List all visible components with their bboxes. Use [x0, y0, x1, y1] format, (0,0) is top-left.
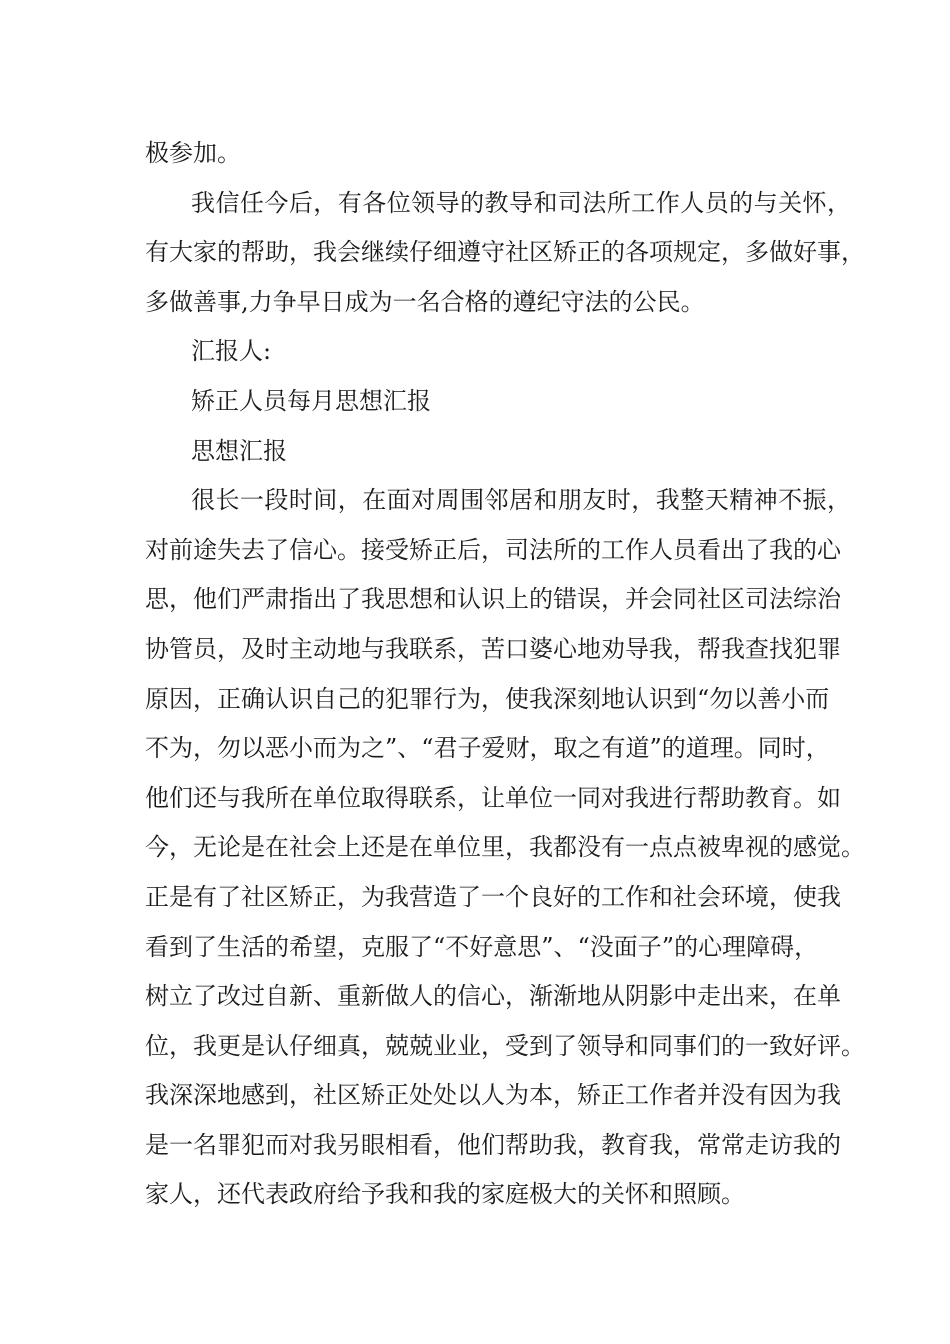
text-line: 看到了生活的希望，克服了“不好意思”、“没面子”的心理障碍， [145, 932, 819, 961]
reporter-label: 汇报人: [191, 337, 272, 366]
text-line: 原因，正确认识自己的犯罪行为，使我深刻地认识到“勿以善小而 [145, 684, 830, 713]
text-line: 思，他们严肃指出了我思想和认识上的错误，并会同社区司法综治 [145, 585, 841, 614]
text-line: 不为，勿以恶小而为之”、“君子爱财，取之有道”的道理。同时， [145, 734, 830, 763]
text-line: 今，无论是在社会上还是在单位里，我都没有一点点被卑视的感觉。 [145, 833, 865, 862]
report-subtitle: 思想汇报 [191, 436, 287, 465]
text-line: 我信任今后，有各位领导的教导和司法所工作人员的与关怀， [191, 188, 851, 217]
text-line: 极参加。 [145, 139, 241, 167]
text-line: 是一名罪犯而对我另眼相看，他们帮助我，教育我，常常走访我的 [145, 1130, 841, 1159]
text-line: 正是有了社区矫正，为我营造了一个良好的工作和社会环境，使我 [145, 882, 841, 911]
text-line: 位，我更是认仔细真，兢兢业业，受到了领导和同事们的一致好评。 [145, 1031, 865, 1060]
report-title: 矫正人员每月思想汇报 [191, 386, 431, 415]
text-line: 有大家的帮助，我会继续仔细遵守社区矫正的各项规定，多做好事， [145, 238, 865, 267]
text-line: 协管员，及时主动地与我联系，苦口婆心地劝导我，帮我查找犯罪 [145, 634, 841, 663]
text-line: 他们还与我所在单位取得联系，让单位一同对我进行帮助教育。如 [145, 783, 841, 812]
text-line: 我深深地感到，社区矫正处处以人为本，矫正工作者并没有因为我 [145, 1081, 841, 1110]
text-line: 家人，还代表政府给予我和我的家庭极大的关怀和照顾。 [145, 1180, 745, 1209]
text-line: 多做善事,力争早日成为一名合格的遵纪守法的公民。 [145, 287, 705, 316]
document-body [145, 129, 865, 1220]
text-line: 树立了改过自新、重新做人的信心，渐渐地从阴影中走出来，在单 [145, 982, 841, 1011]
text-line: 对前途失去了信心。接受矫正后，司法所的工作人员看出了我的心 [145, 535, 841, 564]
text-line: 很长一段时间，在面对周围邻居和朋友时，我整天精神不振， [191, 486, 851, 515]
